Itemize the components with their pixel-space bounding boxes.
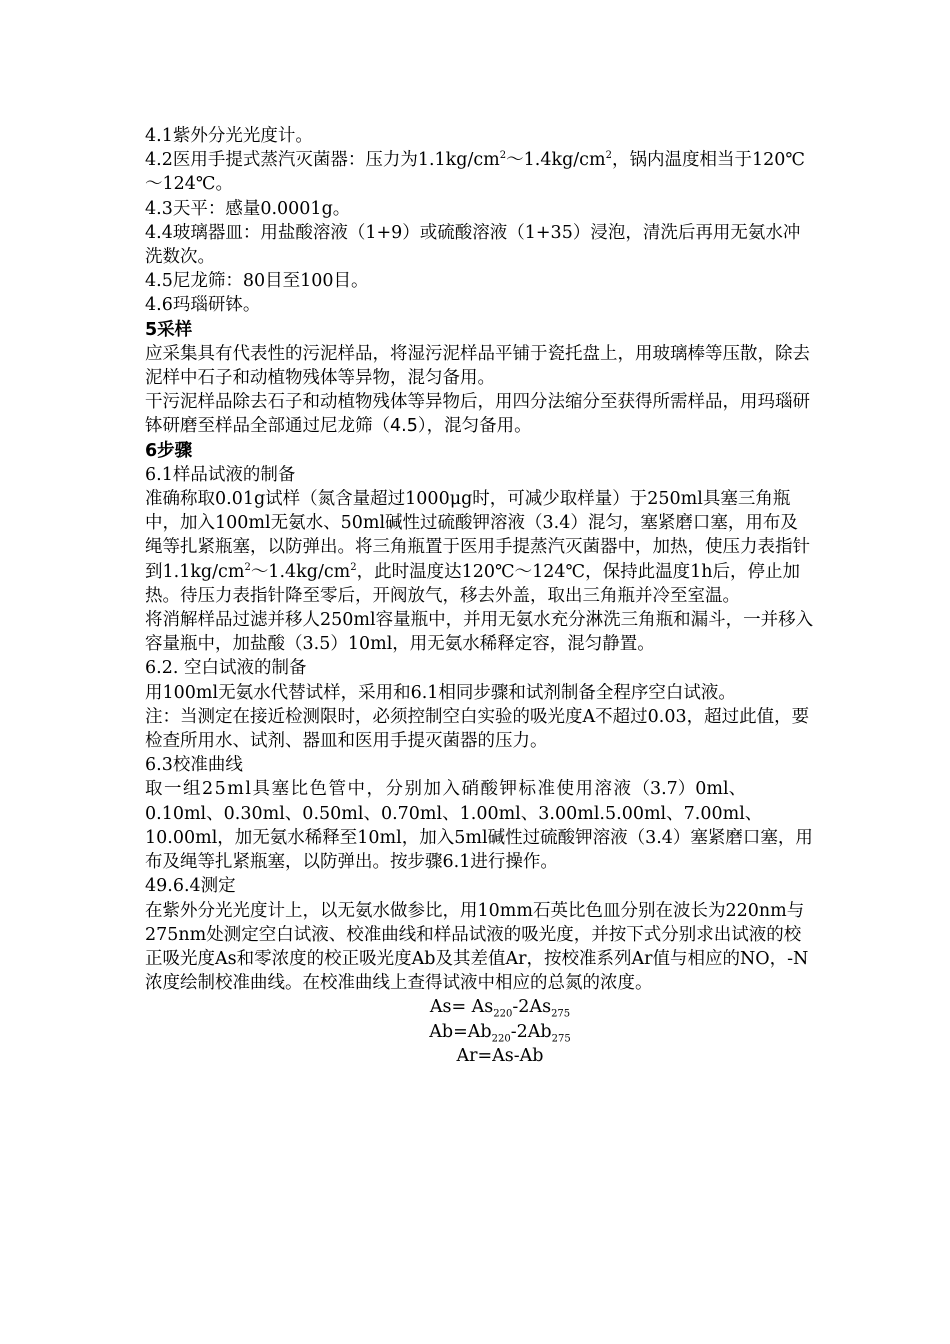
note-6-2: 注：当测定在接近检测限时，必须控制空白实验的吸光度A不超过0.03，超过此值，要检查所用水、试剂、器皿和医用手提灭菌器的压力。: [145, 706, 810, 752]
sampling-paragraph-2: 干污泥样品除去石子和动植物残体等异物后，用四分法缩分至获得所需样品，用玛瑙研钵研磨至样品全部通过尼龙筛（4.5），混匀备用。: [145, 392, 810, 437]
subsection-title-6-1: 6.1样品试液的制备: [145, 464, 296, 485]
item-4-5: 4.5尼龙筛：80目至100目。: [145, 271, 369, 292]
section-heading-steps: 6步骤: [145, 440, 193, 461]
item-4-1: 4.1紫外分光光度计。: [145, 126, 313, 146]
sampling-paragraph-1: 应采集具有代表性的污泥样品，将湿污泥样品平铺于瓷托盘上，用玻璃棒等压散，除去泥样中石子和动植物残体等异物，混匀备用。: [145, 343, 810, 389]
item-4-6: 4.6玛瑙研钵。: [145, 295, 261, 316]
document-page: [145, 124, 815, 1068]
paragraph-6-2: 用100ml无氨水代替试样，采用和6.1相同步骤和试剂制备全程序空白试液。: [145, 682, 736, 703]
formula-ar: Ar=As-Ab: [456, 1045, 544, 1066]
item-4-3: 4.3天平：感量0.0001g。: [145, 198, 351, 219]
subsection-title-6-2: 6.2. 空白试液的制备: [145, 658, 307, 679]
formula-as: $As= As_{220}-2As_{275}$: [429, 997, 571, 1020]
paragraph-6-1-b: 将消解样品过滤并移人250ml容量瓶中，并用无氨水充分淋洗三角瓶和漏斗，一并移入容量瓶中，加盐酸（3.5）10ml，用无氨水稀释定容，混匀静置。: [145, 610, 814, 655]
subsection-title-6-4: 49.6.4测定: [145, 876, 236, 897]
paragraph-6-4: 在紫外分光光度计上，以无氨水做参比，用10mm石英比色皿分别在波长为220nm与275nm处测定空白试液、校准曲线和样品试液的吸光度，并按下式分别求出试液的校正吸光度As和零浓度的校正吸光度Ab及其差值Ar，按校准系列Ar值与相应的NO，-N浓度绘制校准曲线。在校准曲线上查得试液中相应的总氮的浓度。: [145, 900, 809, 994]
item-4-4: 4.4玻璃器皿：用盐酸溶液（1+9）或硫酸溶液（1+35）浸泡，清洗后再用无氨水冲洗数次。: [145, 222, 801, 268]
paragraph-6-3: 取一组25ml具塞比色管中，分别加入硝酸钾标准使用溶液（3.7）0ml、0.10ml、0.30ml、0.50ml、0.70ml、1.00ml、3.00ml.5.00ml、7.00ml、10.00ml，加无氨水稀释至10ml，加入5ml碱性过硫酸钾溶液（3.4）塞紧磨口塞，用布及绳等扎紧瓶塞，以防弹出。按步骤6.1进行操作。: [145, 779, 813, 873]
item-4-2: 4.2医用手提式蒸汽灭菌器：压力为$1.1kg/cm^2\sim 1.4kg/cm^2$，锅内温度相当于120℃～124℃。: [145, 150, 805, 195]
section-heading-sampling: 5采样: [145, 319, 193, 340]
formula-ab: $Ab=Ab_{220}-2Ab_{275}$: [429, 1021, 571, 1045]
subsection-title-6-3: 6.3校准曲线: [145, 755, 243, 776]
paragraph-6-1-a: 准确称取0.01g试样（氮含量超过1000μg时，可减少取样量）于250ml具塞三角瓶中，加入100ml无氨水、50ml碱性过硫酸钾溶液（3.4）混匀，塞紧磨口塞，用布及绳等扎紧瓶塞，以防弹出。将三角瓶置于医用手提蒸汽灭菌器中，加热，使压力表指针到$1.1kg/cm^2\sim 1.4kg/cm^2$，此时温度达120℃～124℃，保持此温度1h后，停止加热。待压力表指针降至零后，开阀放气，移去外盖，取出三角瓶并冷至室温。: [145, 489, 810, 606]
